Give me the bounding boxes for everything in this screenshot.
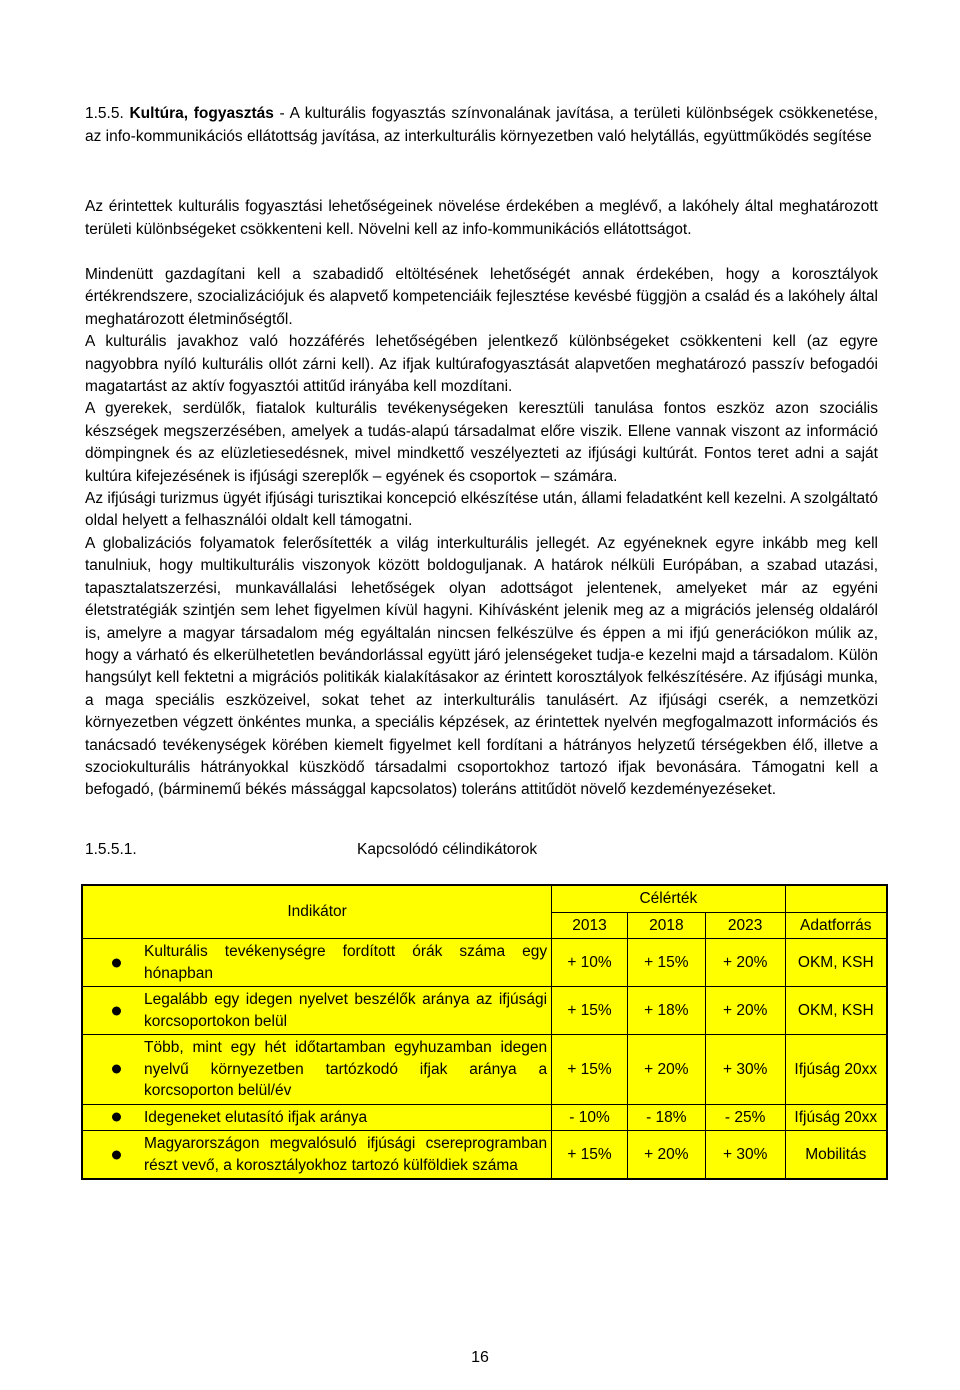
bullet-icon — [112, 1113, 121, 1122]
paragraph: A kulturális javakhoz való hozzáférés lehetőségében jelentkező különbségeket csökkenteni kell (az egyre nagyobbra nyíló kulturális ollót zárni kell). Az ifjak kultúrafogyasztását alapvetően meghatározó passzív befogadói magatartást az aktív fogyasztói attitűd irányába kell mozdítani. — [85, 333, 878, 396]
value-2023: + 20% — [705, 987, 785, 1035]
indicator-cell — [82, 1104, 552, 1131]
source: Mobilitás — [785, 1131, 887, 1180]
intro-paragraph — [85, 196, 878, 241]
indicator-text: Magyarországon megvalósuló ifjúsági csereprogramban részt vevő, a korosztályokhoz tartozó külföldiek száma — [144, 1135, 548, 1174]
table-row — [82, 939, 887, 987]
body-text — [85, 264, 878, 802]
value-2013: - 10% — [552, 1104, 628, 1131]
value-2023: + 30% — [705, 1131, 785, 1180]
section-number: 1.5.5. — [85, 105, 124, 122]
paragraph: A globalizációs folyamatok felerősítették a világ interkulturális jellegét. Az egyéneknek egyre inkább meg kell tanulniuk, hogy multikulturális viszonyok között boldoguljanak. A határok nélküli Európában, a szabad utazási, tapasztalatszerzési, munkavállalási lehetőségek olyan adottságot jelentenek, amelyeket már az egyéni életstratégiák szintjén sem lehet figyelmen kívül hagyni. Kihívásként jelenik meg az a migrációs jelenség oldaláról is, amelyre a magyar társadalom még egyáltalán nincsen felkészülve és éppen a mi ifjú generációkon múlik az, hogy a várható és elkerülhetetlen bevándorlással együtt járó jelenségeket tudja-e kezelni majd a társadalom. Külön hangsúlyt kell fektetni a migrációs politikák kialakításakor az érintett korosztályok felkészítésére. Az ifjúsági munka, a maga speciális eszközeivel, sokat tehet az interkulturális tanulásért. Az ifjúsági cserék, a nemzetközi környezetben végzett önkéntes munka, a speciális képzések, az érintettek nyelvén megfogalmazott információs és tanácsadó tevékenységek körében kiemelt figyelmet kell fordítani a hátrányos helyzetű térségekben élő, illetve a szociokulturális hátrányokkal küszködő társadalmi csoportokhoz tartozó ifjak bevonására. Támogatni kell a befogadó, (bárminemű békés mássággal kapcsolatos) toleráns attitűdöt növelő kezdeményezéseket. — [85, 534, 878, 799]
table-row — [82, 1035, 887, 1105]
header-target: Célérték — [552, 885, 785, 912]
subsection-number: 1.5.5.1. — [85, 841, 137, 858]
value-2018: + 18% — [627, 987, 705, 1035]
value-2018: - 18% — [627, 1104, 705, 1131]
header-source: Adatforrás — [785, 912, 887, 939]
intro-text: Az érintettek kulturális fogyasztási lehetőségeinek növelése érdekében a meglévő, a lakóhely által meghatározott területi különbségeket csökkenteni kell. Növelni kell az info-kommunikációs ellátottságot. — [85, 198, 878, 238]
value-2013: + 15% — [552, 987, 628, 1035]
value-2018: + 15% — [627, 939, 705, 987]
value-2013: + 10% — [552, 939, 628, 987]
indicator-cell — [82, 1035, 552, 1105]
subsection-heading — [85, 839, 878, 863]
year-2018: 2018 — [627, 912, 705, 939]
value-2023: - 25% — [705, 1104, 785, 1131]
value-2023: + 30% — [705, 1035, 785, 1105]
bullet-icon — [112, 958, 121, 967]
header-indicator: Indikátor — [82, 885, 552, 939]
value-2018: + 20% — [627, 1035, 705, 1105]
indicator-cell — [82, 939, 552, 987]
indicator-text: Idegeneket elutasító ifjak aránya — [144, 1108, 368, 1126]
bullet-icon — [112, 1065, 121, 1074]
indicator-text: Legalább egy idegen nyelvet beszélők aránya az ifjúsági korcsoportokon belül — [144, 991, 548, 1030]
year-2013: 2013 — [552, 912, 628, 939]
source: Ifjúság 20xx — [785, 1104, 887, 1131]
table-row — [82, 1104, 887, 1131]
value-2013: + 15% — [552, 1131, 628, 1180]
indicator-text: Kulturális tevékenységre fordított órák száma egy hónapban — [144, 943, 548, 982]
indicator-text: Több, mint egy hét időtartamban egyhuzamban idegen nyelvű környezetben tartózkodó ifjak aránya a korcsoporton belül/év — [144, 1039, 548, 1099]
table-header-row — [82, 885, 887, 912]
source: Ifjúság 20xx — [785, 1035, 887, 1105]
page-number: 16 — [471, 1349, 489, 1366]
paragraph: A gyerekek, serdülők, fiatalok kulturális tevékenységeken keresztüli tanulása fontos eszköz azon szociális készségek megszerzésében, amelyek a tudás-alapú társadalmat előre viszik. Ellene vannak viszont az információ dömpingnek és az elüzletiesedésnek, mivel mindkettő veszélyezteti az ifjúsági kultúrát. Fontos teret adni a saját kultúra kifejezésének is ifjúsági szereplők – egyének és csoportok – számára. — [85, 400, 878, 485]
section-heading — [85, 103, 878, 148]
paragraph: Mindenütt gazdagítani kell a szabadidő eltöltésének lehetőségét annak érdekében, hogy a korosztályok értékrendszere, szocializációjuk és alapvető kompetenciáik fejlesztése kevésbé függjön a család és a lakóhely által meghatározott életminőségtől. — [85, 266, 878, 328]
subsection-title: Kapcsolódó célindikátorok — [357, 841, 538, 858]
bullet-icon — [112, 1150, 121, 1159]
value-2018: + 20% — [627, 1131, 705, 1180]
source: OKM, KSH — [785, 939, 887, 987]
indicator-table — [81, 884, 888, 1180]
header-source-empty — [785, 885, 887, 912]
value-2023: + 20% — [705, 939, 785, 987]
section-title: Kultúra, fogyasztás — [129, 105, 274, 122]
section-subtitle: - A kulturális fogyasztás színvonalának javítása, a területi különbségek csökkenetése, az info-kommunikációs ellátottság javítása, az interkulturális környezetben való helytállás, együttműködés segítése — [85, 105, 878, 145]
indicator-cell — [82, 987, 552, 1035]
indicator-cell — [82, 1131, 552, 1180]
source: OKM, KSH — [785, 987, 887, 1035]
paragraph: Az ifjúsági turizmus ügyét ifjúsági turisztikai koncepció elkészítése után, állami feladatként kell kezelni. A szolgáltató oldal helyett a felhasználói oldalt kell támogatni. — [85, 490, 878, 530]
table-row — [82, 987, 887, 1035]
year-2023: 2023 — [705, 912, 785, 939]
table-row — [82, 1131, 887, 1180]
bullet-icon — [112, 1006, 121, 1015]
value-2013: + 15% — [552, 1035, 628, 1105]
